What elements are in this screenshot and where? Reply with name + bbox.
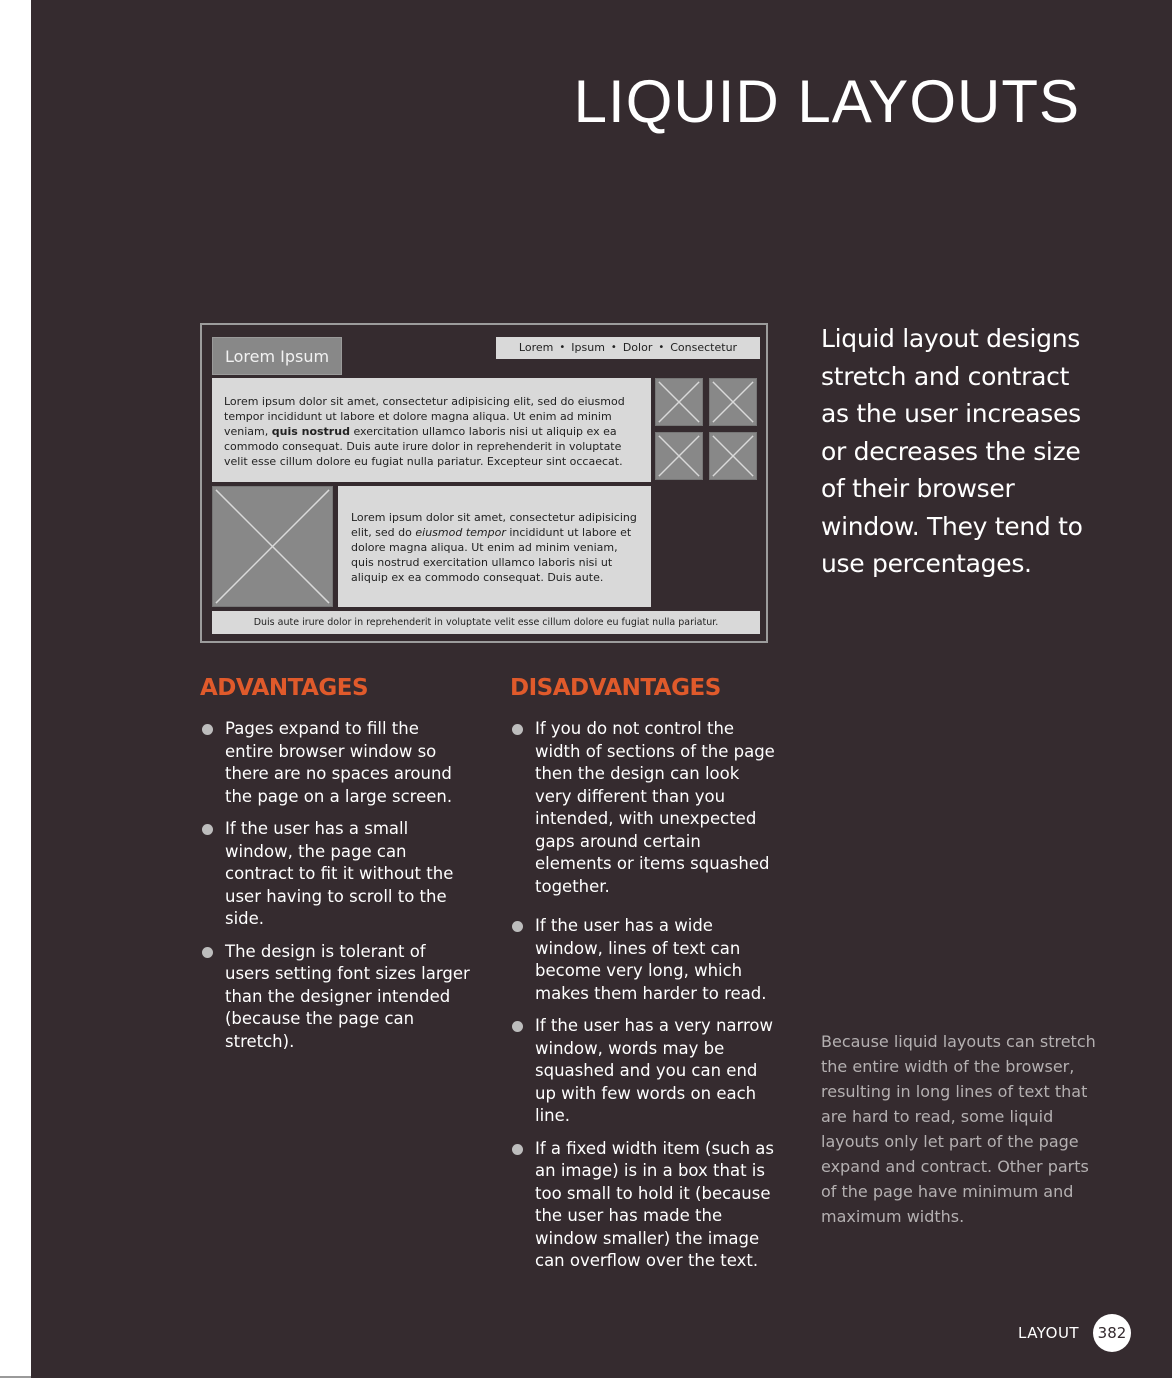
secondary-text-part: incididunt ut labore et dolore magna aliqua. Ut enim ad minim veniam, quis nostrud exercitation ullamco laboris nisi ut aliquip ex ea commodo consequat. Duis aute.	[351, 526, 632, 584]
disadvantages-heading: DISADVANTAGES	[510, 675, 721, 701]
list-item	[510, 1015, 780, 1128]
wireframe-nav	[496, 337, 760, 359]
page-number-badge: 382	[1093, 1314, 1131, 1352]
bullet-icon	[202, 947, 213, 958]
list-item	[510, 1138, 780, 1273]
list-item	[510, 718, 780, 898]
wireframe-footer: Duis aute irure dolor in reprehenderit in voluptate velit esse cillum dolore eu fugiat nulla pariatur.	[212, 611, 760, 634]
list-item-text: If a fixed width item (such as an image) is in a box that is too small to hold it (because the user has made the window smaller) the image can overflow over the text.	[535, 1138, 775, 1270]
liquid-layout-wireframe	[200, 323, 768, 643]
list-item	[200, 941, 470, 1054]
list-item-text: If the user has a small window, the page can contract to fit it without the user having to scroll to the side.	[225, 819, 454, 928]
list-item-text: If the user has a wide window, lines of text can become very long, which makes them harder to read.	[535, 916, 767, 1003]
main-text-bold: quis nostrud	[271, 425, 350, 438]
bullet-icon	[512, 724, 523, 735]
image-placeholder-icon	[212, 486, 333, 607]
wireframe-nav-item: Dolor	[622, 341, 653, 354]
bullet-icon	[202, 824, 213, 835]
list-item	[200, 818, 470, 931]
sidenote: Because liquid layouts can stretch the entire width of the browser, resulting in long lines of text that are hard to read, some liquid layouts only let part of the page expand and contract. Other parts of the page have minimum and maximum widths.	[821, 1032, 1096, 1226]
image-placeholder-icon	[655, 378, 703, 426]
wireframe-nav-item: Lorem	[518, 341, 554, 354]
image-placeholder-icon	[709, 378, 757, 426]
list-item-text: If you do not control the width of sections of the page then the design can look very different than you intended, with unexpected gaps around certain elements or items squashed together.	[535, 719, 775, 896]
bullet-icon	[512, 1144, 523, 1155]
image-placeholder-icon	[655, 432, 703, 480]
section-label: LAYOUT	[1018, 1324, 1080, 1342]
wireframe-logo: Lorem Ipsum	[212, 337, 342, 375]
disadvantages-list	[510, 718, 780, 1283]
main-text-part: Lorem ipsum dolor sit amet, consectetur adipisicing elit, sed do eiusmod tempor incididunt ut labore et dolore magna aliqua. Ut enim ad minim veniam,	[224, 395, 625, 438]
list-item-text: If the user has a very narrow window, words may be squashed and you can end up with few words on each line.	[535, 1016, 774, 1125]
nav-separator: •	[610, 342, 617, 353]
wireframe-nav-item: Consectetur	[670, 341, 738, 354]
advantages-list	[200, 718, 470, 1063]
bullet-icon	[512, 1021, 523, 1032]
list-item-text: Pages expand to fill the entire browser window so there are no spaces around the page on a large screen.	[225, 719, 453, 806]
bullet-icon	[202, 724, 213, 735]
nav-separator: •	[559, 342, 566, 353]
page-title: LIQUID LAYOUTS	[573, 68, 1080, 135]
main-text-part: exercitation ullamco laboris nisi ut aliquip ex ea commodo consequat. Duis aute irure dolor in reprehenderit in voluptate velit esse cillum dolore eu fugiat nulla pariatur. Excepteur sint occaecat.	[224, 425, 623, 468]
secondary-text-part: Lorem ipsum dolor sit amet, consectetur adipisicing elit, sed do	[351, 511, 637, 539]
intro-paragraph: Liquid layout designs stretch and contract as the user increases or decreases the size of their browser window. They tend to use percentages.	[821, 324, 1083, 578]
secondary-text-italic: eiusmod tempor	[415, 526, 506, 539]
bullet-icon	[512, 921, 523, 932]
advantages-heading: ADVANTAGES	[200, 675, 369, 701]
list-item	[510, 915, 780, 1005]
wireframe-secondary-text	[338, 486, 651, 607]
nav-separator: •	[658, 342, 665, 353]
list-item	[200, 718, 470, 808]
wireframe-nav-item: Ipsum	[571, 341, 605, 354]
wireframe-main-text	[212, 378, 651, 482]
list-item-text: The design is tolerant of users setting font sizes larger than the designer intended (because the page can stretch).	[225, 941, 470, 1051]
image-placeholder-icon	[709, 432, 757, 480]
